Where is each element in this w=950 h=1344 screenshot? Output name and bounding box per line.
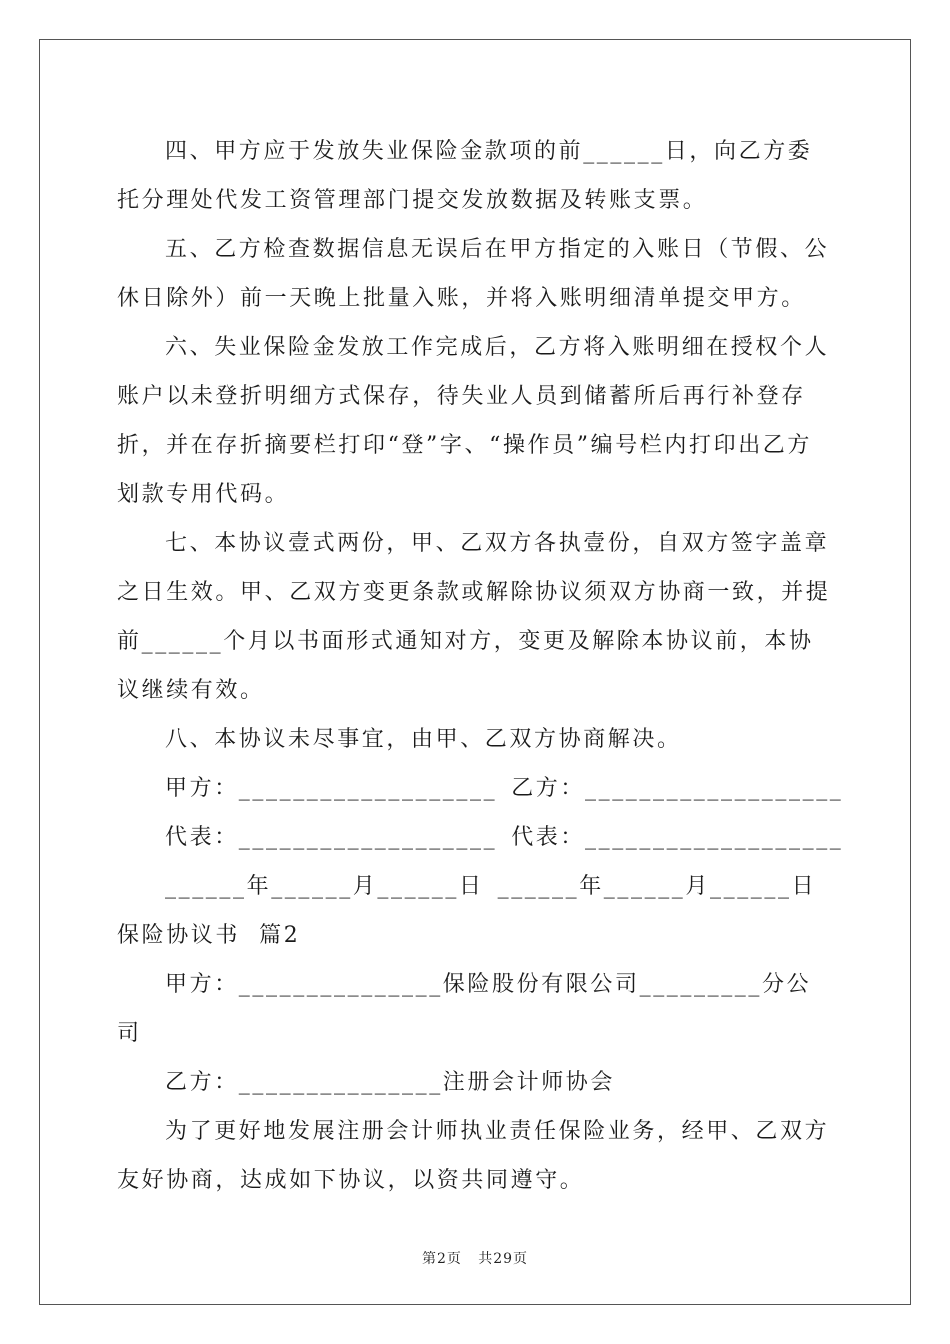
section2-party-a: 甲方：_______________保险股份有限公司_________分公司 bbox=[117, 972, 812, 1046]
clause-eight: 八、本协议未尽事宜，由甲、乙双方协商解决。 bbox=[165, 727, 682, 752]
representative-b-signature: 代表：___________________ bbox=[511, 825, 844, 850]
clause-five: 五、乙方检查数据信息无误后在甲方指定的入账日（节假、公休日除外）前一天晚上批量入账，并将入账明细清单提交甲方。 bbox=[117, 237, 830, 311]
representative-a-signature: 代表：___________________ bbox=[165, 825, 498, 850]
party-b-signature: 乙方：___________________ bbox=[511, 776, 844, 801]
signature-date-row bbox=[117, 862, 833, 911]
page-number-footer: 第2页 共29页 bbox=[421, 1251, 529, 1267]
section-title: 保险协议书 篇2 bbox=[117, 923, 301, 948]
clause-six: 六、失业保险金发放工作完成后，乙方将入账明细在授权个人账户以未登折明细方式保存，待失业人员到储蓄所后再行补登存折，并在存折摘要栏打印“登”字、“操作员”编号栏内打印出乙方划款专用代码。 bbox=[117, 335, 830, 507]
clause-four: 四、甲方应于发放失业保险金款项的前______日，向乙方委托分理处代发工资管理部门提交发放数据及转账支票。 bbox=[117, 139, 813, 213]
date-b: ______年______月______日 bbox=[497, 874, 817, 899]
document-body bbox=[117, 127, 844, 1205]
signature-party-row bbox=[117, 764, 844, 813]
party-a-signature: 甲方：___________________ bbox=[165, 776, 498, 801]
clause-seven: 七、本协议壹式两份，甲、乙双方各执壹份，自双方签字盖章之日生效。甲、乙双方变更条款或解除协议须双方协商一致，并提前______个月以书面形式通知对方，变更及解除本协议前，本协议继续有效。 bbox=[117, 531, 831, 703]
date-a: ______年______月______日 bbox=[165, 874, 484, 899]
section2-intro: 为了更好地发展注册会计师执业责任保险业务，经甲、乙双方友好协商，达成如下协议，以资共同遵守。 bbox=[117, 1119, 830, 1193]
section2-party-b: 乙方：_______________注册会计师协会 bbox=[165, 1070, 616, 1095]
signature-representative-row bbox=[117, 813, 844, 862]
